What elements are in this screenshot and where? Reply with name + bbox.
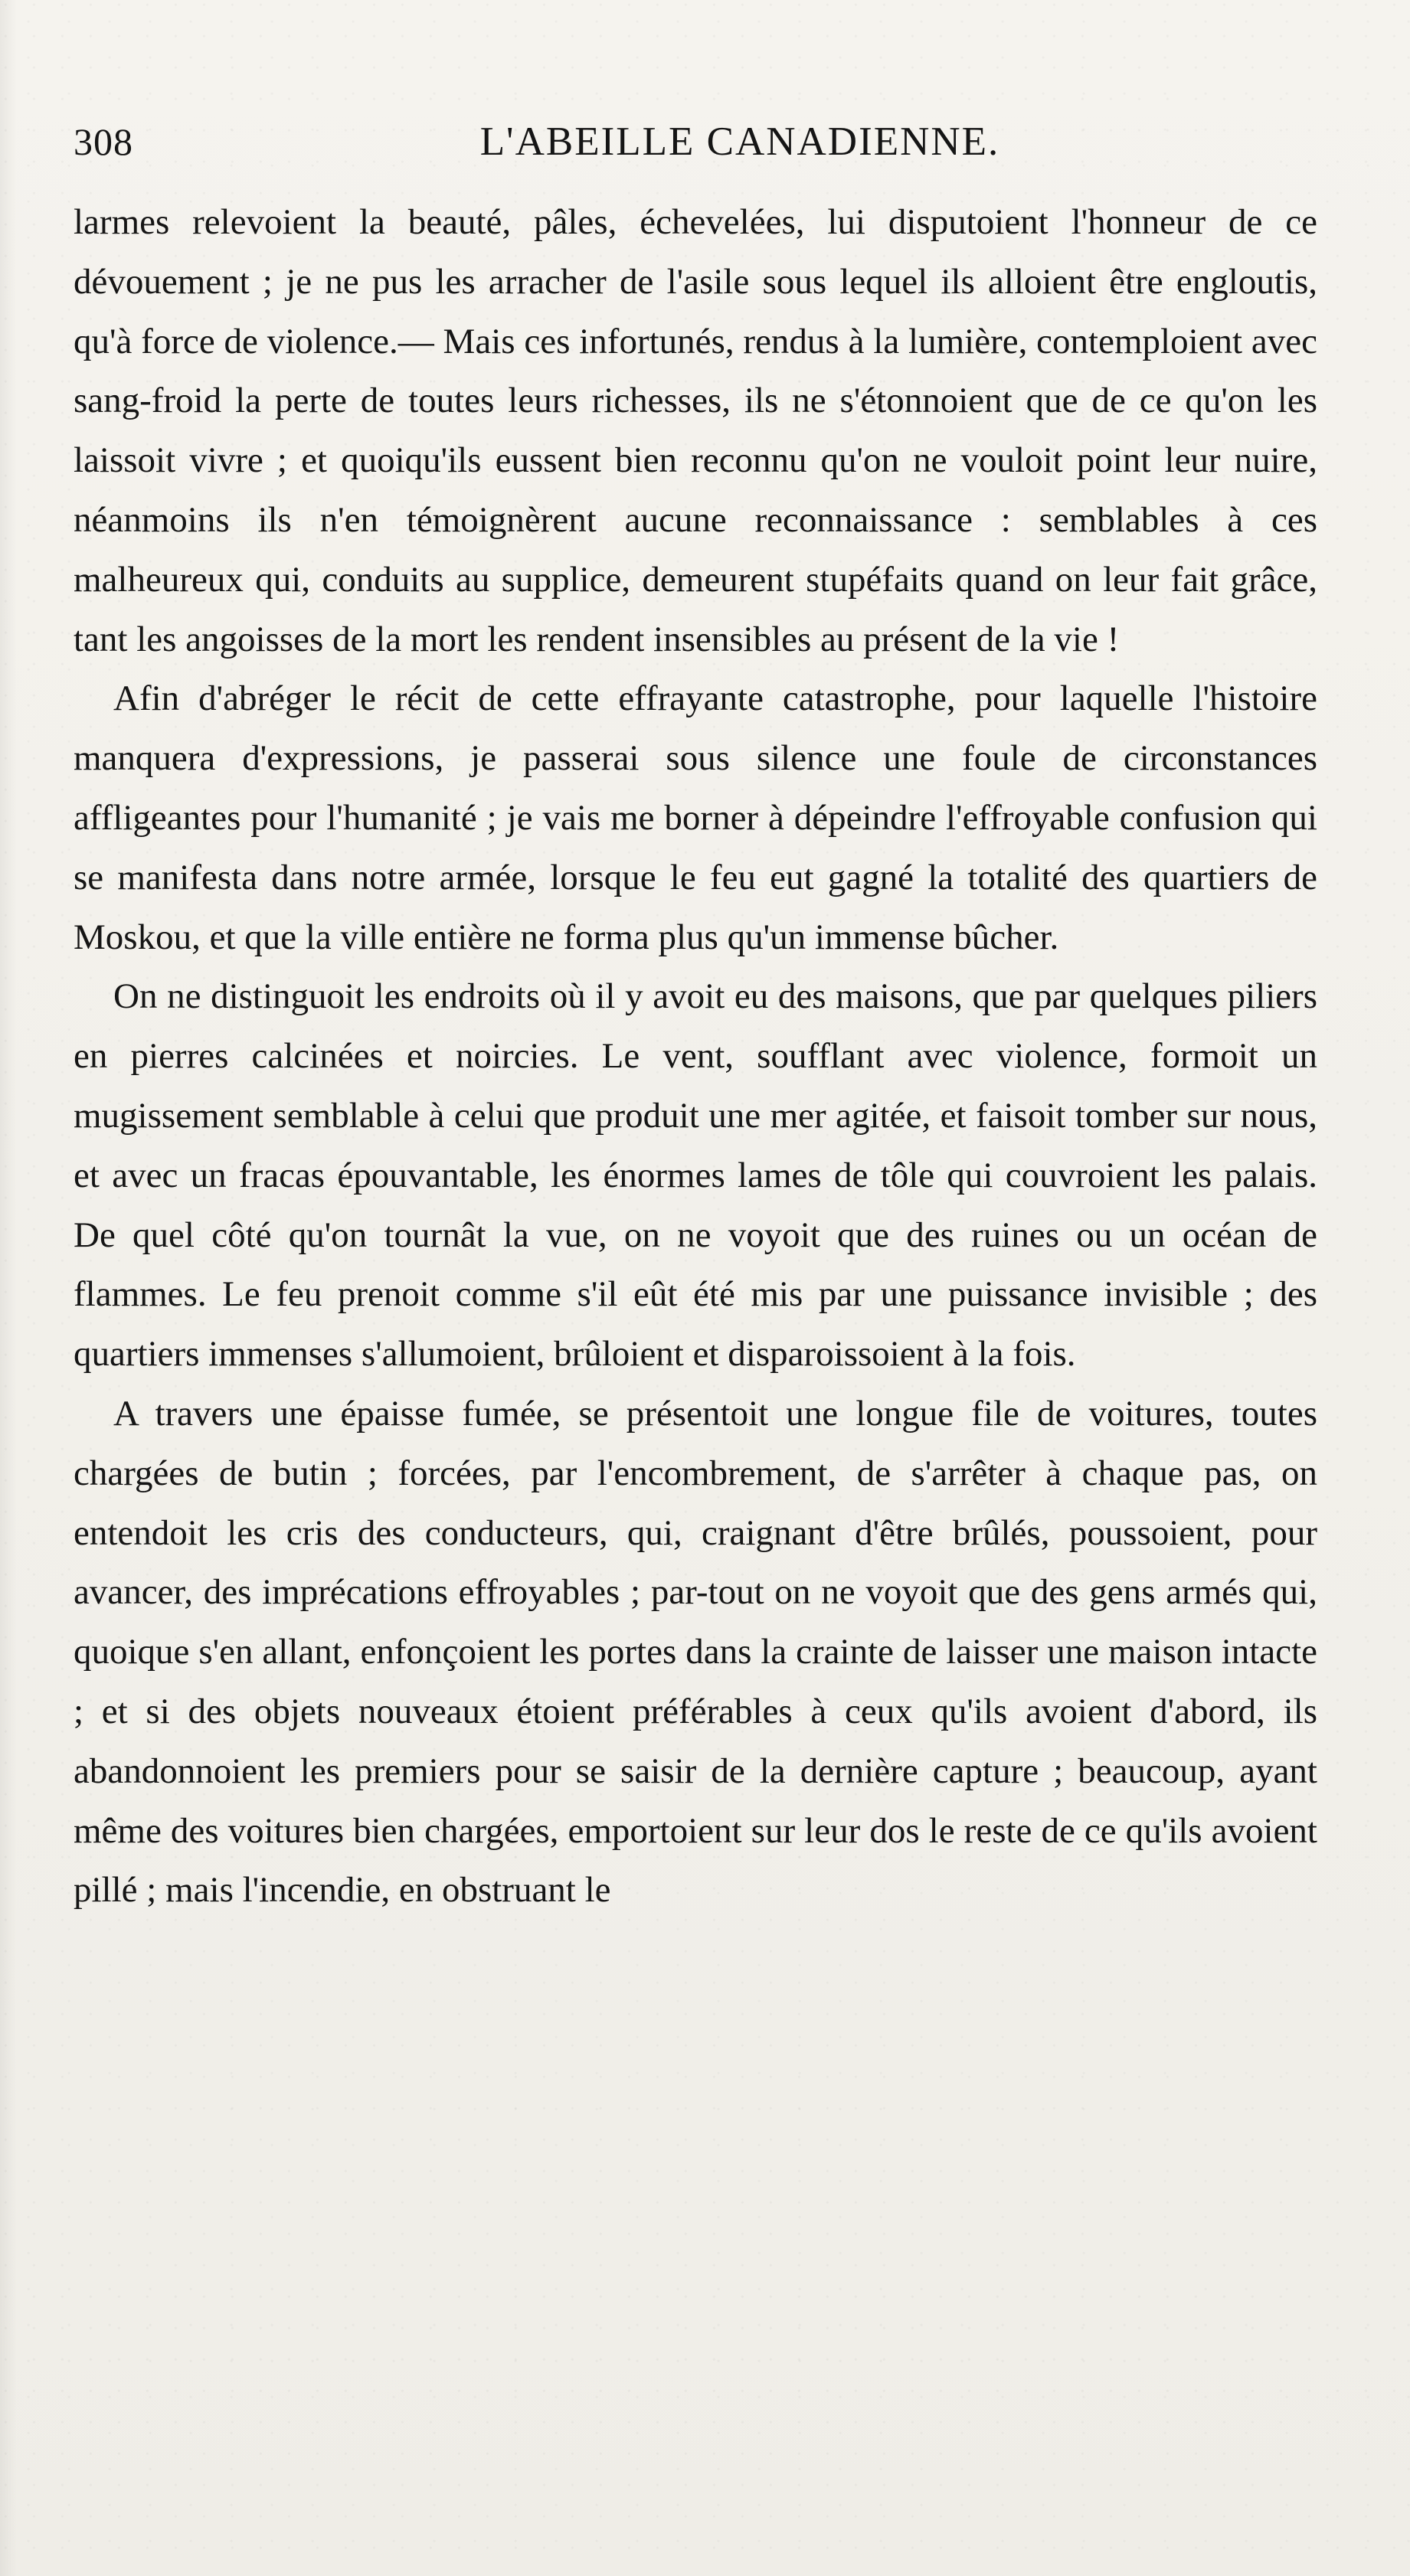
paragraph: A travers une épaisse fumée, se présentoit une longue file de voitures, toutes chargées de butin ; forcées, par l'encombrement, de s'arrêter à chaque pas, on entendoit les cris des conducteurs, qui, craignant d'être brûlés, poussoient, pour avancer, des imprécations effroyables ; par-tout on ne voyoit que des gens armés qui, quoique s'en allant, enfonçoient les portes dans la crainte de laisser une maison intacte ; et si des objets nouveaux étoient préférables à ceux qu'ils avoient d'abord, ils abandonnoient les premiers pour se saisir de la dernière capture ; beaucoup, ayant même des voitures bien chargées, emportoient sur leur dos le reste de ce qu'ils avoient pillé ; mais l'incendie, en obstruant le bbox=[74, 1393, 1317, 1911]
page-gutter-shadow bbox=[0, 0, 17, 2576]
body-text bbox=[74, 193, 1317, 1921]
page-number: 308 bbox=[74, 120, 133, 163]
paragraph-continuation: larmes relevoient la beauté, pâles, échevelées, lui disputoient l'honneur de ce dévouement ; je ne pus les arracher de l'asile sous lequel ils alloient être engloutis, qu'à force de violence.— Mais ces infortunés, rendus à la lumière, contemploient avec sang-froid la perte de toutes leurs richesses, ils ne s'étonnoient que de ce qu'on les laissoit vivre ; et quoiqu'ils eussent bien reconnu qu'on ne vouloit point leur nuire, néanmoins ils n'en témoignèrent aucune reconnaissance : semblables à ces malheureux qui, conduits au supplice, demeurent stupéfaits quand on leur fait grâce, tant les angoisses de la mort les rendent insensibles au présent de la vie ! bbox=[74, 202, 1317, 659]
page-header bbox=[74, 115, 1330, 184]
running-title: L'ABEILLE CANADIENNE. bbox=[479, 119, 1000, 164]
paragraph: Afin d'abréger le récit de cette effrayante catastrophe, pour laquelle l'histoire manquera d'expressions, je passerai sous silence une foule de circonstances affligeantes pour l'humanité ; je vais me borner à dépeindre l'effroyable confusion qui se manifesta dans notre armée, lorsque le feu eut gagné la totalité des quartiers de Moskou, et que la ville entière ne forma plus qu'un immense bûcher. bbox=[74, 678, 1317, 957]
paragraph: On ne distinguoit les endroits où il y avoit eu des maisons, que par quelques piliers en pierres calcinées et noircies. Le vent, soufflant avec violence, formoit un mugissement semblable à celui que produit une mer agitée, et faisoit tomber sur nous, et avec un fracas épouvantable, les énormes lames de tôle qui couvroient les palais. De quel côté qu'on tournât la vue, on ne voyoit que des ruines ou un océan de flammes. Le feu prenoit comme s'il eût été mis par une puissance invisible ; des quartiers immenses s'allumoient, brûloient et disparoissoient à la fois. bbox=[74, 976, 1317, 1375]
